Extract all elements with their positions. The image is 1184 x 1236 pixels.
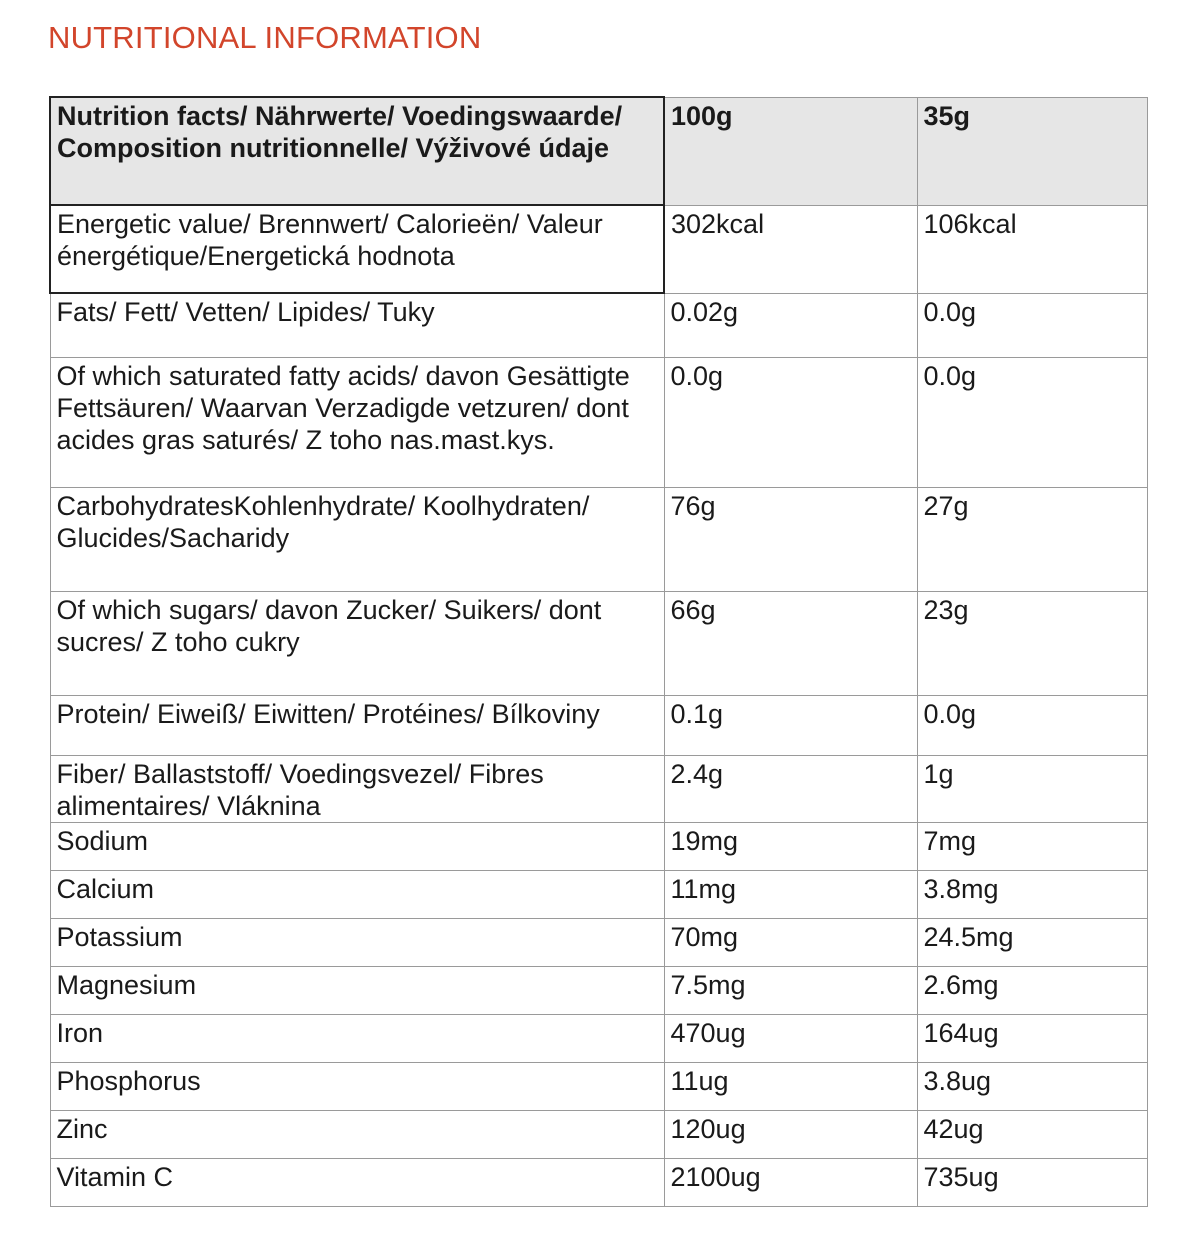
- nutrient-label: Zinc: [50, 1110, 664, 1158]
- nutrient-label: Vitamin C: [50, 1158, 664, 1206]
- value-35g: 42ug: [917, 1110, 1147, 1158]
- value-100g: 76g: [664, 487, 917, 591]
- value-100g: 11mg: [664, 870, 917, 918]
- nutrition-table: [49, 96, 1148, 1207]
- nutrient-label: Protein/ Eiweiß/ Eiwitten/ Protéines/ Bílkoviny: [50, 695, 664, 755]
- table-row: [50, 918, 1147, 966]
- value-100g: 120ug: [664, 1110, 917, 1158]
- table-row: [50, 205, 1147, 293]
- value-35g: 24.5mg: [917, 918, 1147, 966]
- value-100g: 470ug: [664, 1014, 917, 1062]
- value-35g: 0.0g: [917, 695, 1147, 755]
- value-100g: 7.5mg: [664, 966, 917, 1014]
- table-header-row: [50, 97, 1147, 205]
- value-35g: 1g: [917, 755, 1147, 822]
- nutrient-label: Of which saturated fatty acids/ davon Gesättigte Fettsäuren/ Waarvan Verzadigde vetzuren/ dont acides gras saturés/ Z toho nas.mast.kys.: [50, 357, 664, 487]
- nutrient-label: Potassium: [50, 918, 664, 966]
- table-row: [50, 822, 1147, 870]
- value-100g: 0.0g: [664, 357, 917, 487]
- header-cell-100g: 100g: [664, 97, 917, 205]
- table-row: [50, 755, 1147, 822]
- value-100g: 19mg: [664, 822, 917, 870]
- value-100g: 70mg: [664, 918, 917, 966]
- value-100g: 2.4g: [664, 755, 917, 822]
- table-row: [50, 1110, 1147, 1158]
- table-row: [50, 870, 1147, 918]
- table-row: [50, 357, 1147, 487]
- value-35g: 2.6mg: [917, 966, 1147, 1014]
- value-100g: 0.02g: [664, 293, 917, 357]
- value-35g: 0.0g: [917, 357, 1147, 487]
- value-35g: 164ug: [917, 1014, 1147, 1062]
- value-100g: 302kcal: [664, 205, 917, 293]
- nutrient-label: Energetic value/ Brennwert/ Calorieën/ Valeur énergétique/Energetická hodnota: [50, 205, 664, 293]
- value-35g: 7mg: [917, 822, 1147, 870]
- nutrient-label: Magnesium: [50, 966, 664, 1014]
- value-35g: 735ug: [917, 1158, 1147, 1206]
- value-35g: 106kcal: [917, 205, 1147, 293]
- table-row: [50, 695, 1147, 755]
- value-35g: 23g: [917, 591, 1147, 695]
- table-row: [50, 966, 1147, 1014]
- table-row: [50, 487, 1147, 591]
- value-35g: 27g: [917, 487, 1147, 591]
- table-row: [50, 1014, 1147, 1062]
- value-100g: 11ug: [664, 1062, 917, 1110]
- value-100g: 0.1g: [664, 695, 917, 755]
- nutrient-label: CarbohydratesKohlenhydrate/ Koolhydraten/ Glucides/Sacharidy: [50, 487, 664, 591]
- nutrient-label: Calcium: [50, 870, 664, 918]
- table-row: [50, 1158, 1147, 1206]
- nutrient-label: Sodium: [50, 822, 664, 870]
- value-100g: 66g: [664, 591, 917, 695]
- page-title: NUTRITIONAL INFORMATION: [48, 20, 482, 55]
- table-row: [50, 591, 1147, 695]
- table-row: [50, 293, 1147, 357]
- nutrient-label: Iron: [50, 1014, 664, 1062]
- nutrient-label: Fats/ Fett/ Vetten/ Lipides/ Tuky: [50, 293, 664, 357]
- nutrient-label: Phosphorus: [50, 1062, 664, 1110]
- nutrient-label: Of which sugars/ davon Zucker/ Suikers/ dont sucres/ Z toho cukry: [50, 591, 664, 695]
- value-35g: 3.8mg: [917, 870, 1147, 918]
- value-35g: 3.8ug: [917, 1062, 1147, 1110]
- value-35g: 0.0g: [917, 293, 1147, 357]
- table-row: [50, 1062, 1147, 1110]
- header-cell-35g: 35g: [917, 97, 1147, 205]
- nutrient-label: Fiber/ Ballaststoff/ Voedingsvezel/ Fibres alimentaires/ Vláknina: [50, 755, 664, 822]
- header-cell-nutrient: Nutrition facts/ Nährwerte/ Voedingswaarde/ Composition nutritionnelle/ Výživové údaje: [50, 97, 664, 205]
- value-100g: 2100ug: [664, 1158, 917, 1206]
